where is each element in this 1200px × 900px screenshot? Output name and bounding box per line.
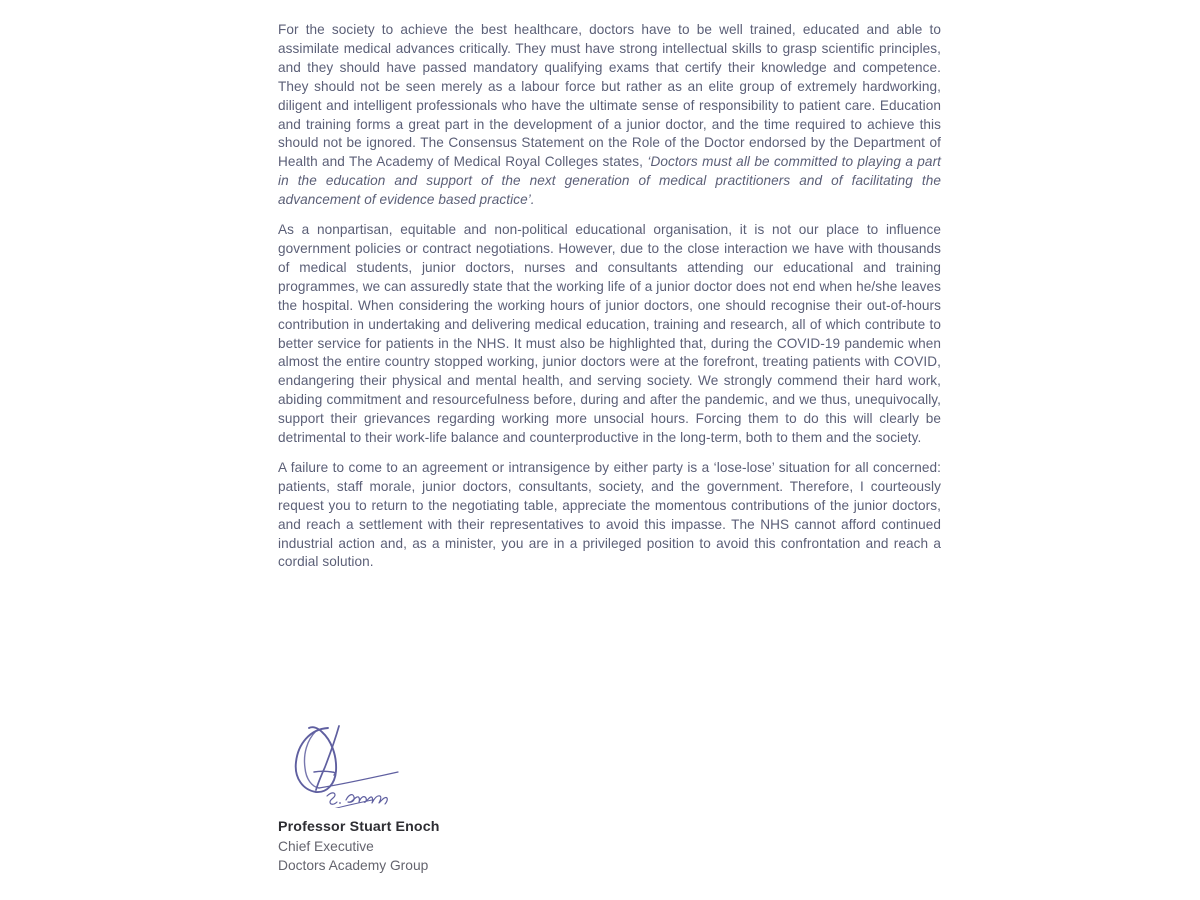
handwritten-signature-icon bbox=[286, 722, 416, 808]
paragraph-1-text: For the society to achieve the best healthcare, doctors have to be well trained, educated and able to assimilate medical advances critically. They must have strong intellectual skills to grasp scientific principles, and they should have passed mandatory qualifying exams that certify their knowledge and competence. They should not be seen merely as a labour force but rather as an elite group of extremely hardworking, diligent and intelligent professionals who have the ultimate sense of responsibility to patient care. Education and training forms a great part in the development of a junior doctor, and the time required to achieve this should not be ignored. The Consensus Statement on the Role of the Doctor endorsed by the Department of Health and The Academy of Medical Royal Colleges states, bbox=[278, 22, 941, 170]
signoff-role: Chief Executive bbox=[278, 839, 374, 854]
letter-body bbox=[278, 21, 941, 572]
signoff-name: Professor Stuart Enoch bbox=[278, 819, 440, 835]
letter-paragraph-2 bbox=[278, 221, 941, 448]
signature-block bbox=[278, 722, 578, 875]
signoff-organisation: Doctors Academy Group bbox=[278, 858, 429, 873]
letter-paragraph-1 bbox=[278, 21, 941, 210]
paragraph-2-text: As a nonpartisan, equitable and non-political educational organisation, it is not our place to influence government policies or contract negotiations. However, due to the close interaction we have with thousands of medical students, junior doctors, nurses and consultants attending our educational and training programmes, we can assuredly state that the working life of a junior doctor does not end when he/she leaves the hospital. When considering the working hours of junior doctors, one should recognise their out-of-hours contribution in undertaking and delivering medical education, training and research, all of which contribute to better service for patients in the NHS. It must also be highlighted that, during the COVID-19 pandemic when almost the entire country stopped working, junior doctors were at the forefront, treating patients with COVID, endangering their physical and mental health, and serving society. We strongly commend their hard work, abiding commitment and resourcefulness before, during and after the pandemic, and we thus, unequivocally, support their grievances regarding working more unsocial hours. Forcing them to do this will clearly be detrimental to their work-life balance and counterproductive in the long-term, both to them and the society. bbox=[278, 222, 941, 446]
paragraph-1-quotation: ‘Doctors must all be committed to playing a part in the education and support of the next generation of medical practitioners and of facilitating the advancement of evidence based practice’. bbox=[278, 154, 942, 208]
letter-paragraph-3 bbox=[278, 459, 941, 572]
paragraph-3-text: A failure to come to an agreement or intransigence by either party is a ‘lose-lose’ situation for all concerned: patients, staff morale, junior doctors, consultants, society, and the government. Therefore, I courteously request you to return to the negotiating table, appreciate the momentous contributions of the junior doctors, and reach a settlement with their representatives to avoid this impasse. The NHS cannot afford continued industrial action and, as a minister, you are in a privileged position to avoid this confrontation and reach a cordial solution. bbox=[278, 459, 941, 570]
signoff bbox=[278, 818, 578, 875]
